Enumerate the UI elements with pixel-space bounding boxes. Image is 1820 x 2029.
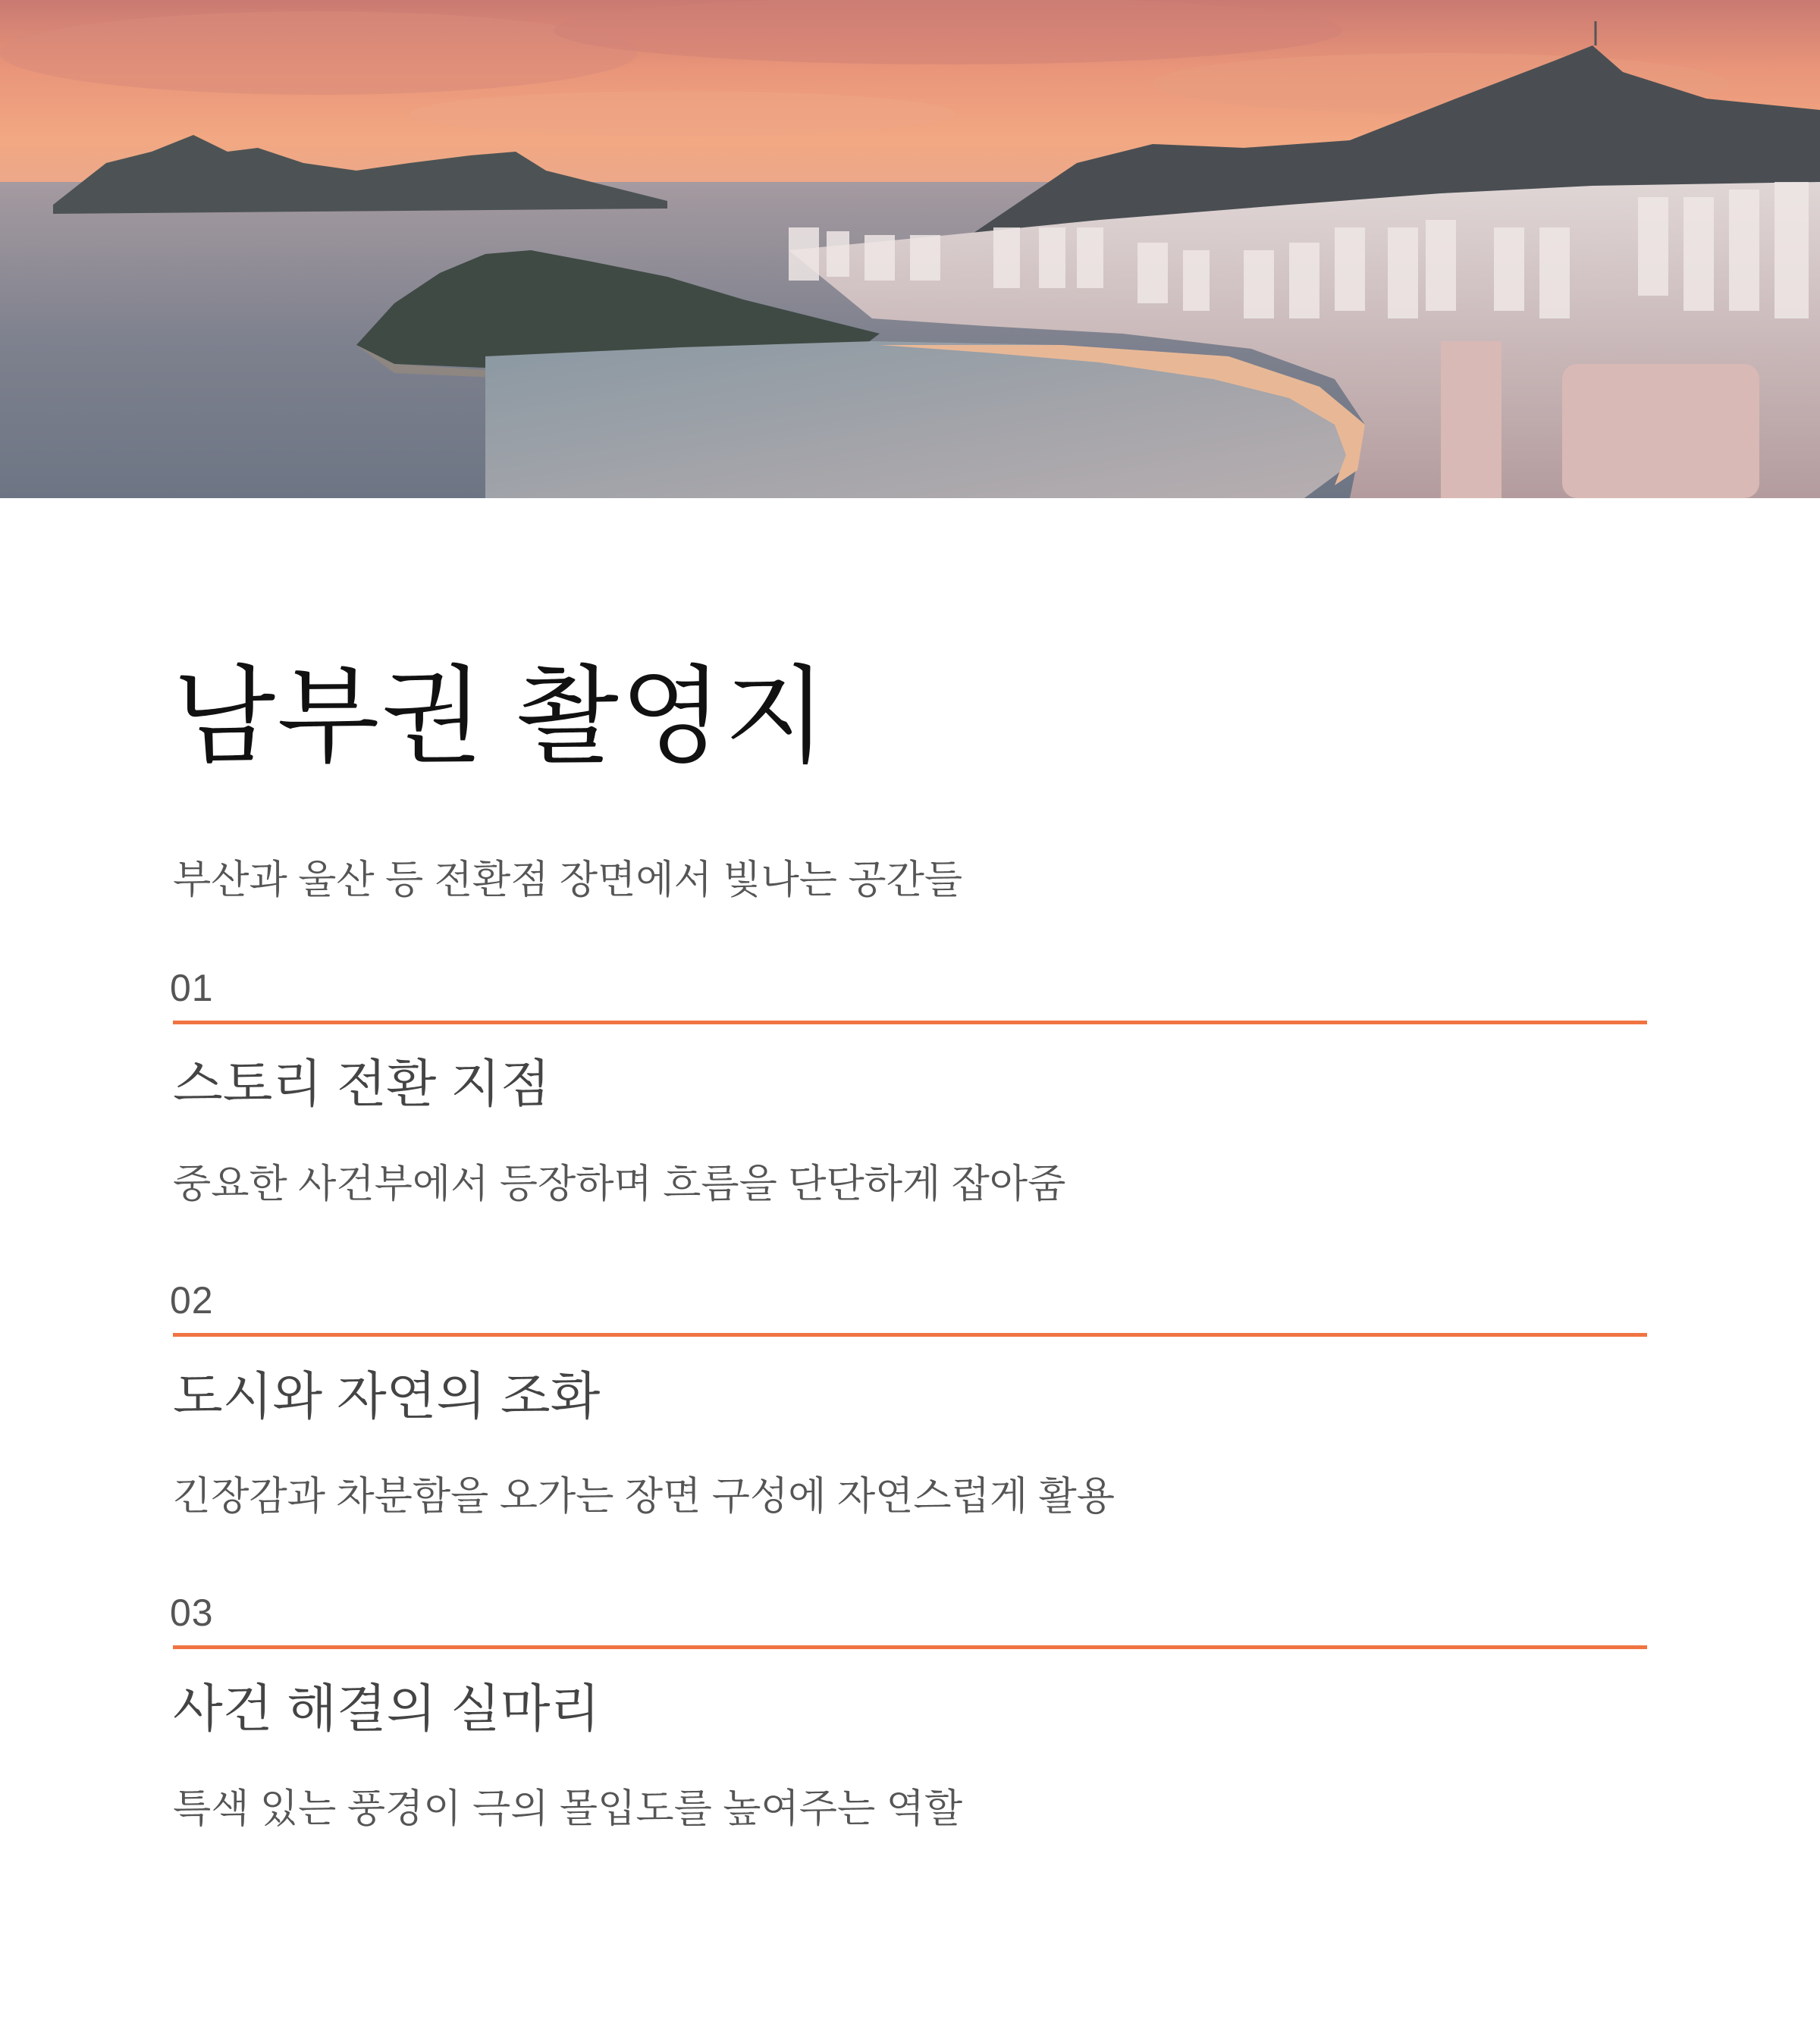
feature-item-1 bbox=[170, 967, 1647, 1242]
item-heading: 스토리 전환 지점 bbox=[173, 1055, 551, 1113]
item-description: 특색 있는 풍경이 극의 몰입도를 높여주는 역할 bbox=[173, 1787, 963, 1831]
accent-divider bbox=[173, 1645, 1647, 1649]
item-description: 중요한 사건부에서 등장하며 흐름을 단단하게 잡아줌 bbox=[173, 1162, 1066, 1206]
item-heading: 사건 해결의 실마리 bbox=[173, 1680, 601, 1738]
item-number: 01 bbox=[170, 967, 214, 1009]
item-heading: 도시와 자연의 조화 bbox=[173, 1368, 601, 1425]
item-description: 긴장감과 차분함을 오가는 장면 구성에 자연스럽게 활용 bbox=[173, 1475, 1116, 1519]
item-number: 02 bbox=[170, 1279, 214, 1322]
feature-item-3 bbox=[170, 1592, 1647, 1867]
feature-item-2 bbox=[170, 1279, 1647, 1554]
accent-divider bbox=[173, 1333, 1647, 1337]
hero-image bbox=[0, 0, 1820, 498]
accent-divider bbox=[173, 1021, 1647, 1024]
page-title: 남부권 촬영지 bbox=[173, 657, 829, 776]
page-subtitle: 부산과 울산 등 전환점 장면에서 빛나는 공간들 bbox=[173, 858, 963, 902]
item-number: 03 bbox=[170, 1592, 214, 1634]
